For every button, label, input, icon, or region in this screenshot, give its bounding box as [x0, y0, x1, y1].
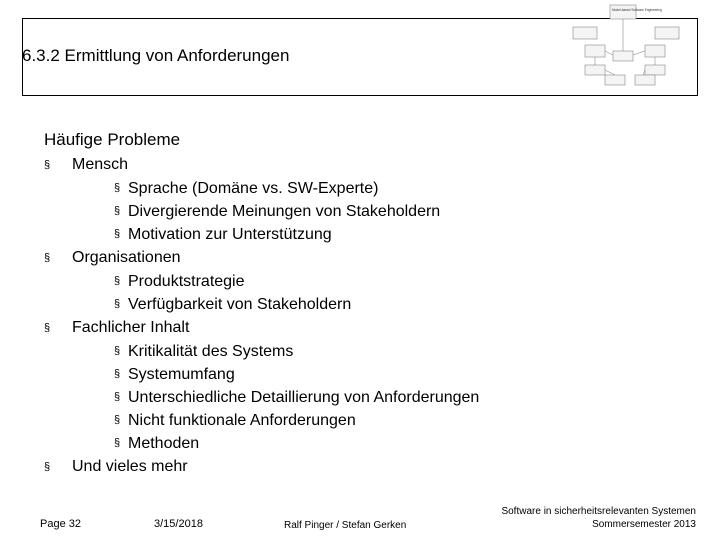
footer-semester: Sommersemester 2013 — [592, 519, 696, 530]
footer-date: 3/15/2018 — [154, 518, 203, 530]
diagram-box-top-label: Model-based Software Engineering — [612, 8, 662, 12]
footer-course — [501, 505, 696, 531]
section-heading: Häufige Probleme — [44, 130, 181, 149]
diagram-arrow — [633, 51, 645, 55]
diagram-box-right-mid — [645, 45, 665, 57]
sub-bullet: § Motivation zur Unterstützung — [72, 223, 479, 246]
diagram-arrow — [605, 70, 615, 75]
bullet-mensch — [44, 153, 479, 246]
bullet-label: Organisationen — [72, 249, 181, 266]
sub-bullet: § Methoden — [72, 432, 479, 455]
diagram-box-right-low — [645, 65, 665, 75]
diagram-box-left-top — [573, 27, 597, 39]
sub-bullet: § Unterschiedliche Detaillierung von Anforderungen — [72, 386, 479, 409]
diagram-box-bottom-right — [635, 75, 655, 85]
sub-bullet: § Divergierende Meinungen von Stakeholdern — [72, 200, 479, 223]
bullet-fachlicher-inhalt — [44, 316, 479, 455]
bullet-organisationen — [44, 246, 479, 316]
sub-list — [72, 270, 479, 316]
bullet-list — [44, 153, 479, 479]
bullet-label: Und vieles mehr — [72, 458, 188, 475]
sub-list — [72, 340, 479, 455]
sub-list — [72, 177, 479, 246]
bullet-label: Fachlicher Inhalt — [72, 319, 190, 336]
diagram-box-right-top — [655, 27, 679, 39]
process-diagram-thumbnail — [565, 3, 695, 89]
sub-bullet: § Produktstrategie — [72, 270, 479, 293]
diagram-arrow — [605, 51, 613, 55]
footer-authors: Ralf Pinger / Stefan Gerken — [284, 520, 407, 531]
sub-bullet: § Nicht funktionale Anforderungen — [72, 409, 479, 432]
diagram-box-bottom-left — [605, 75, 625, 85]
diagram-box-center — [613, 51, 633, 61]
diagram-box-left-low — [585, 65, 605, 75]
slide-title: 6.3.2 Ermittlung von Anforderungen — [22, 46, 290, 65]
sub-bullet: § Sprache (Domäne vs. SW-Experte) — [72, 177, 479, 200]
diagram-box-left-mid — [585, 45, 605, 57]
sub-bullet: § Verfügbarkeit von Stakeholdern — [72, 293, 479, 316]
sub-bullet: § Systemumfang — [72, 363, 479, 386]
bullet-und-vieles-mehr — [44, 455, 479, 479]
bullet-label: Mensch — [72, 156, 129, 173]
footer-page-number: Page 32 — [40, 518, 81, 530]
footer-course-title: Software in sicherheitsrelevanten Systemen — [501, 506, 696, 517]
sub-bullet: § Kritikalität des Systems — [72, 340, 479, 363]
